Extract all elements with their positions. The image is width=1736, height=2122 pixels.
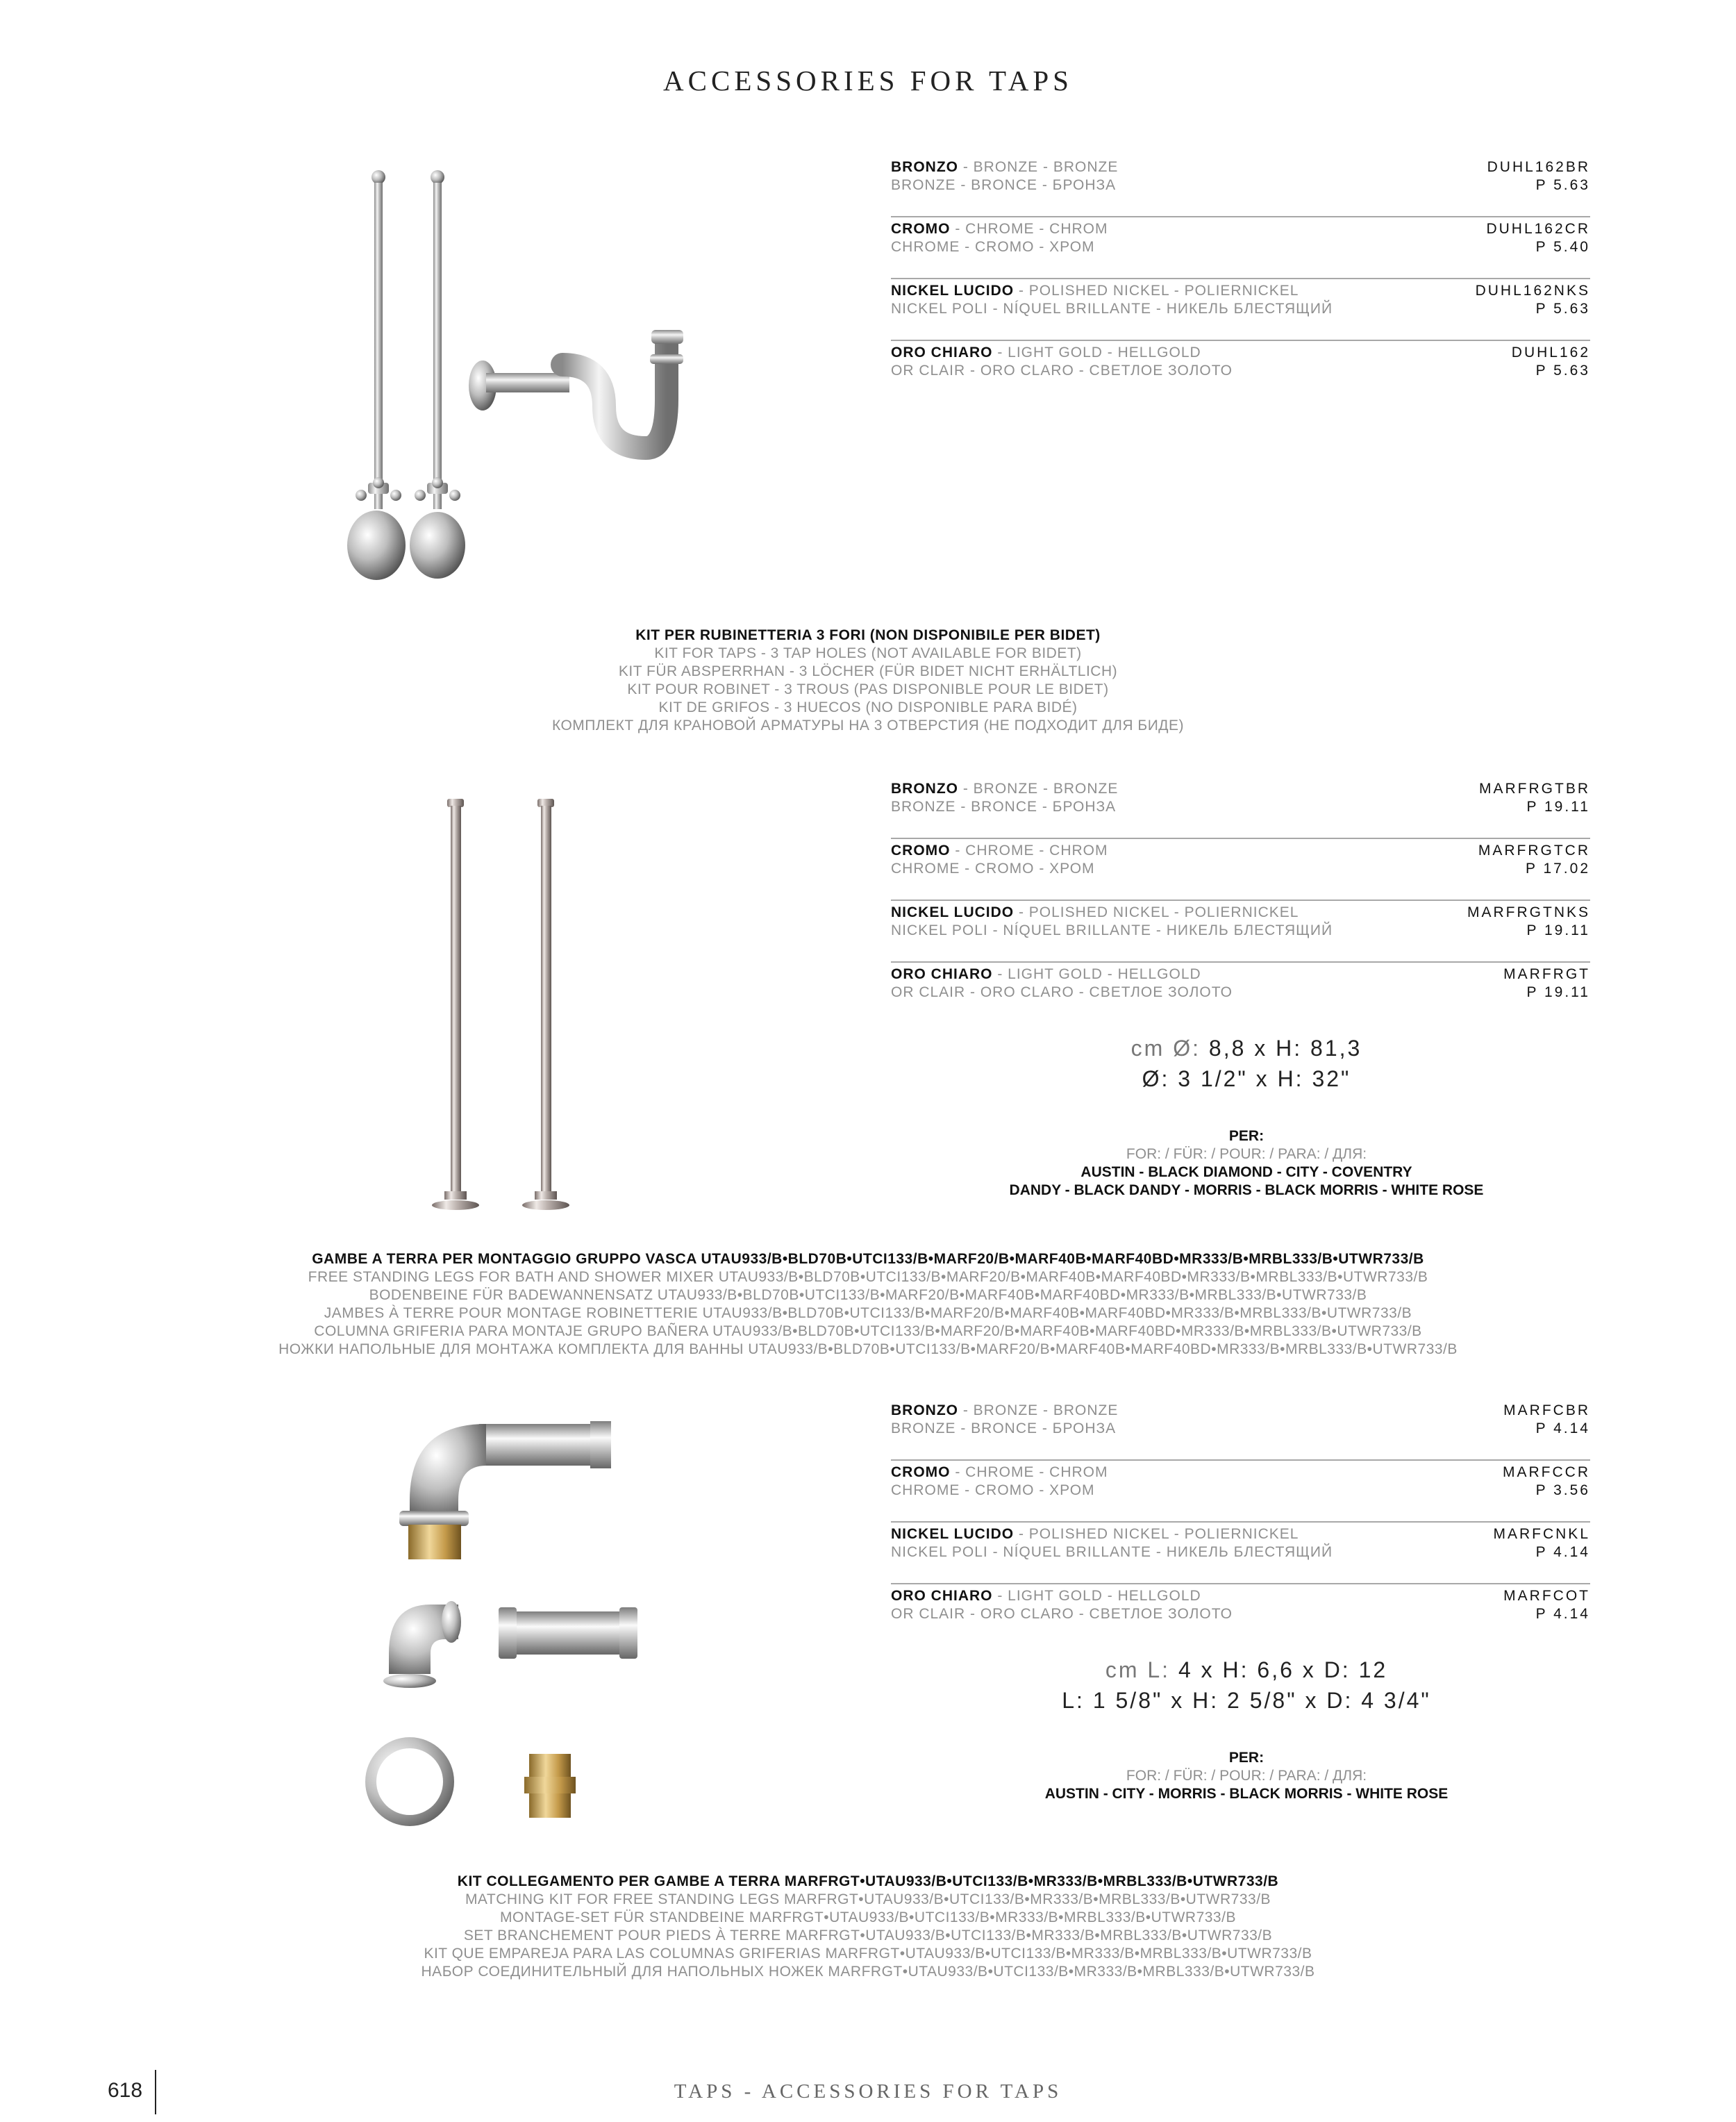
variant-row	[891, 156, 1590, 217]
description-line: KIT FOR TAPS - 3 TAP HOLES (NOT AVAILABLE FOR BIDET)	[654, 645, 1082, 661]
compatibility-connection-kit	[917, 1749, 1576, 1803]
compatible-models: AUSTIN - BLACK DIAMOND - CITY - COVENTRY	[1080, 1164, 1412, 1180]
description-line: BODENBEINE FÜR BADEWANNENSATZ UTAU933/B•BLD70B•UTCI133/B•MARF20/B•MARF40B•MARF40BD•MR333/B•MRBL333/B•UTWR733/B	[369, 1287, 1367, 1303]
description-main: KIT PER RUBINETTERIA 3 FORI (NON DISPONIBILE PER BIDET)	[635, 627, 1101, 643]
price: P 3.56	[1535, 1482, 1590, 1498]
finish-name: NICKEL LUCIDO	[891, 1526, 1015, 1542]
price: P 19.11	[1526, 922, 1590, 938]
product-code: MARFRGT	[1503, 966, 1590, 982]
standing-legs-product-image	[417, 785, 611, 1229]
description-line: НАБОР СОЕДИНИТЕЛЬНЫЙ ДЛЯ НАПОЛЬНЫХ НОЖЕК MARFRGT•UTAU933/B•UTCI133/B•MR333/B•MRBL333/B•UTWR733/B	[421, 1964, 1315, 1980]
description-line: KIT FÜR ABSPERRHAN - 3 LÖCHER (FÜR BIDET NICHT ERHÄLTLICH)	[618, 663, 1118, 679]
finish-translation-2: OR CLAIR - ORO CLARO - СВЕТЛОЕ ЗОЛОТО	[891, 363, 1233, 379]
finish-translation-2: NICKEL POLI - NÍQUEL BRILLANTE - НИКЕЛЬ БЛЕСТЯЩИЙ	[891, 922, 1333, 938]
product-code: MARFRGTBR	[1479, 781, 1590, 797]
dimensions-imperial: Ø: 3 1/2" x H: 32"	[1142, 1066, 1351, 1091]
finish-name: CROMO	[891, 843, 951, 859]
finish-translation: - CHROME - CHROM	[950, 221, 1108, 237]
compatible-models: AUSTIN - CITY - MORRIS - BLACK MORRIS - WHITE ROSE	[1044, 1786, 1449, 1802]
finish-translation: - BRONZE - BRONZE	[958, 159, 1119, 175]
finish-name: NICKEL LUCIDO	[891, 904, 1015, 920]
dimensions-metric	[917, 1655, 1576, 1685]
finish-translation-2: NICKEL POLI - NÍQUEL BRILLANTE - НИКЕЛЬ БЛЕСТЯЩИЙ	[891, 301, 1333, 317]
footer-title: TAPS - ACCESSORIES FOR TAPS	[674, 2080, 1062, 2103]
connection-kit-product-image	[347, 1396, 653, 1841]
price: P 4.14	[1535, 1544, 1590, 1560]
variant-row	[891, 341, 1590, 401]
dimension-label: Ø:	[1173, 1036, 1209, 1061]
product-code: MARFRGTNKS	[1467, 904, 1590, 920]
description-line: COLUMNA GRIFERIA PARA MONTAJE GRUPO BAÑERA UTAU933/B•BLD70B•UTCI133/B•MARF20/B•MARF40B•MARF40BD•MR333/B•MRBL333/B•UTWR733/B	[314, 1323, 1422, 1339]
finish-translation-2: BRONZE - BRONCE - БРОНЗА	[891, 177, 1117, 193]
finish-name: ORO CHIARO	[891, 345, 993, 360]
variant-row	[891, 1584, 1590, 1645]
finish-translation: - POLISHED NICKEL - POLIERNICKEL	[1014, 1526, 1299, 1542]
finish-translation: - LIGHT GOLD - HELLGOLD	[992, 345, 1201, 360]
dimensions-standing-legs	[917, 1033, 1576, 1094]
product-code: MARFCCR	[1503, 1464, 1590, 1480]
finish-name: CROMO	[891, 221, 951, 237]
finish-translation-2: NICKEL POLI - NÍQUEL BRILLANTE - НИКЕЛЬ БЛЕСТЯЩИЙ	[891, 1544, 1333, 1560]
tap-kit-product-image	[229, 156, 715, 608]
dimension-unit: cm	[1105, 1657, 1148, 1682]
variant-row	[891, 1399, 1590, 1461]
description-line: KIT DE GRIFOS - 3 HUECOS (NO DISPONIBLE PARA BIDÉ)	[658, 699, 1078, 715]
variant-row	[891, 901, 1590, 963]
description-line: FREE STANDING LEGS FOR BATH AND SHOWER MIXER UTAU933/B•BLD70B•UTCI133/B•MARF20/B•MARF40B•MARF40BD•MR333/B•MRBL333/B•UTWR733/B	[308, 1269, 1428, 1285]
variant-row	[891, 1461, 1590, 1523]
description-line: MONTAGE-SET FÜR STANDBEINE MARFRGT•UTAU933/B•UTCI133/B•MR333/B•MRBL333/B•UTWR733/B	[500, 1909, 1236, 1925]
dimension-label: L:	[1147, 1657, 1178, 1682]
variant-table-standing-legs	[891, 777, 1590, 1023]
per-heading: PER:	[1228, 1750, 1265, 1766]
finish-translation: - POLISHED NICKEL - POLIERNICKEL	[1014, 283, 1299, 299]
price: P 19.11	[1526, 799, 1590, 815]
finish-name: BRONZO	[891, 1402, 958, 1418]
product-description-tap-kit	[0, 627, 1736, 735]
finish-translation-2: BRONZE - BRONCE - БРОНЗА	[891, 1420, 1117, 1436]
finish-translation-2: OR CLAIR - ORO CLARO - СВЕТЛОЕ ЗОЛОТО	[891, 1606, 1233, 1622]
page-title: ACCESSORIES FOR TAPS	[663, 65, 1073, 97]
description-line: MATCHING KIT FOR FREE STANDING LEGS MARFRGT•UTAU933/B•UTCI133/B•MR333/B•MRBL333/B•UTWR733/B	[465, 1891, 1271, 1907]
price: P 19.11	[1526, 984, 1590, 1000]
finish-translation: - CHROME - CHROM	[950, 1464, 1108, 1480]
product-code: DUHL162	[1511, 345, 1590, 360]
dimensions-metric	[917, 1033, 1576, 1063]
finish-name: BRONZO	[891, 159, 958, 175]
variant-row	[891, 1523, 1590, 1584]
product-code: MARFCBR	[1503, 1402, 1590, 1418]
dimension-values: 4 x H: 6,6 x D: 12	[1178, 1657, 1388, 1682]
finish-name: ORO CHIARO	[891, 1588, 993, 1604]
variant-row	[891, 279, 1590, 341]
price: P 5.63	[1535, 363, 1590, 379]
description-line: НОЖКИ НАПОЛЬНЫЕ ДЛЯ МОНТАЖА КОМПЛЕКТА ДЛЯ ВАННЫ UTAU933/B•BLD70B•UTCI133/B•MARF20/B•MARF40B•MARF40BD•MR333/B•MRBL333/B•UTWR733/B	[278, 1341, 1458, 1357]
variant-row	[891, 963, 1590, 1023]
finish-translation: - BRONZE - BRONZE	[958, 781, 1119, 797]
description-line: KIT QUE EMPAREJA PARA LAS COLUMNAS GRIFERIAS MARFRGT•UTAU933/B•UTCI133/B•MR333/B•MRBL333/B•UTWR733/B	[424, 1946, 1312, 1962]
finish-translation: - POLISHED NICKEL - POLIERNICKEL	[1014, 904, 1299, 920]
product-code: MARFRGTCR	[1478, 843, 1590, 859]
variant-row	[891, 217, 1590, 279]
description-line: SET BRANCHEMENT POUR PIEDS À TERRE MARFRGT•UTAU933/B•UTCI133/B•MR333/B•MRBL333/B•UTWR733/B	[463, 1928, 1273, 1943]
per-heading: PER:	[1228, 1128, 1265, 1144]
price: P 17.02	[1525, 861, 1590, 877]
finish-translation: - BRONZE - BRONZE	[958, 1402, 1119, 1418]
product-code: MARFCOT	[1503, 1588, 1590, 1604]
description-line: КОМПЛЕКТ ДЛЯ КРАНОВОЙ АРМАТУРЫ НА 3 ОТВЕРСТИЯ (НЕ ПОДХОДИТ ДЛЯ БИДЕ)	[551, 718, 1185, 733]
dimensions-connection-kit	[917, 1655, 1576, 1716]
variant-table-connection-kit	[891, 1399, 1590, 1645]
product-code: DUHL162NKS	[1475, 283, 1590, 299]
per-languages: FOR: / FÜR: / POUR: / PARA: / ДЛЯ:	[1126, 1146, 1367, 1162]
finish-translation-2: CHROME - CROMO - ХРОМ	[891, 861, 1095, 877]
price: P 5.63	[1535, 177, 1590, 193]
per-languages: FOR: / FÜR: / POUR: / PARA: / ДЛЯ:	[1126, 1768, 1367, 1784]
page-number: 618	[108, 2079, 143, 2102]
finish-name: ORO CHIARO	[891, 966, 993, 982]
product-code: MARFCNKL	[1493, 1526, 1590, 1542]
description-line: KIT POUR ROBINET - 3 TROUS (PAS DISPONIBLE POUR LE BIDET)	[627, 681, 1109, 697]
price: P 4.14	[1535, 1606, 1590, 1622]
price: P 4.14	[1535, 1420, 1590, 1436]
variant-table-tap-kit	[891, 156, 1590, 401]
variant-row	[891, 839, 1590, 901]
dimension-unit: cm	[1130, 1036, 1174, 1061]
description-main: KIT COLLEGAMENTO PER GAMBE A TERRA MARFRGT•UTAU933/B•UTCI133/B•MR333/B•MRBL333/B•UTWR733/B	[457, 1873, 1279, 1889]
finish-translation-2: OR CLAIR - ORO CLARO - СВЕТЛОЕ ЗОЛОТО	[891, 984, 1233, 1000]
dimensions-imperial: L: 1 5/8" x H: 2 5/8" x D: 4 3/4"	[1062, 1688, 1431, 1713]
product-description-standing-legs	[0, 1250, 1736, 1359]
finish-translation-2: BRONZE - BRONCE - БРОНЗА	[891, 799, 1117, 815]
product-code: DUHL162CR	[1486, 221, 1590, 237]
finish-name: BRONZO	[891, 781, 958, 797]
dimension-values: 8,8 x H: 81,3	[1208, 1036, 1362, 1061]
variant-row	[891, 777, 1590, 839]
product-code: DUHL162BR	[1487, 159, 1590, 175]
finish-translation-2: CHROME - CROMO - ХРОМ	[891, 239, 1095, 255]
product-description-connection-kit	[0, 1873, 1736, 1981]
finish-name: CROMO	[891, 1464, 951, 1480]
description-main: GAMBE A TERRA PER MONTAGGIO GRUPPO VASCA UTAU933/B•BLD70B•UTCI133/B•MARF20/B•MARF40B•MARF40BD•MR333/B•MRBL333/B•UTWR733/B	[312, 1251, 1424, 1267]
finish-translation: - LIGHT GOLD - HELLGOLD	[992, 1588, 1201, 1604]
finish-translation-2: CHROME - CROMO - ХРОМ	[891, 1482, 1095, 1498]
finish-name: NICKEL LUCIDO	[891, 283, 1015, 299]
description-line: JAMBES À TERRE POUR MONTAGE ROBINETTERIE UTAU933/B•BLD70B•UTCI133/B•MARF20/B•MARF40B•MARF40BD•MR333/B•MRBL333/B•UTWR733/B	[324, 1305, 1412, 1321]
finish-translation: - CHROME - CHROM	[950, 843, 1108, 859]
price: P 5.40	[1535, 239, 1590, 255]
price: P 5.63	[1535, 301, 1590, 317]
compatible-models: DANDY - BLACK DANDY - MORRIS - BLACK MORRIS - WHITE ROSE	[1009, 1182, 1484, 1198]
finish-translation: - LIGHT GOLD - HELLGOLD	[992, 966, 1201, 982]
compatibility-standing-legs	[917, 1127, 1576, 1200]
